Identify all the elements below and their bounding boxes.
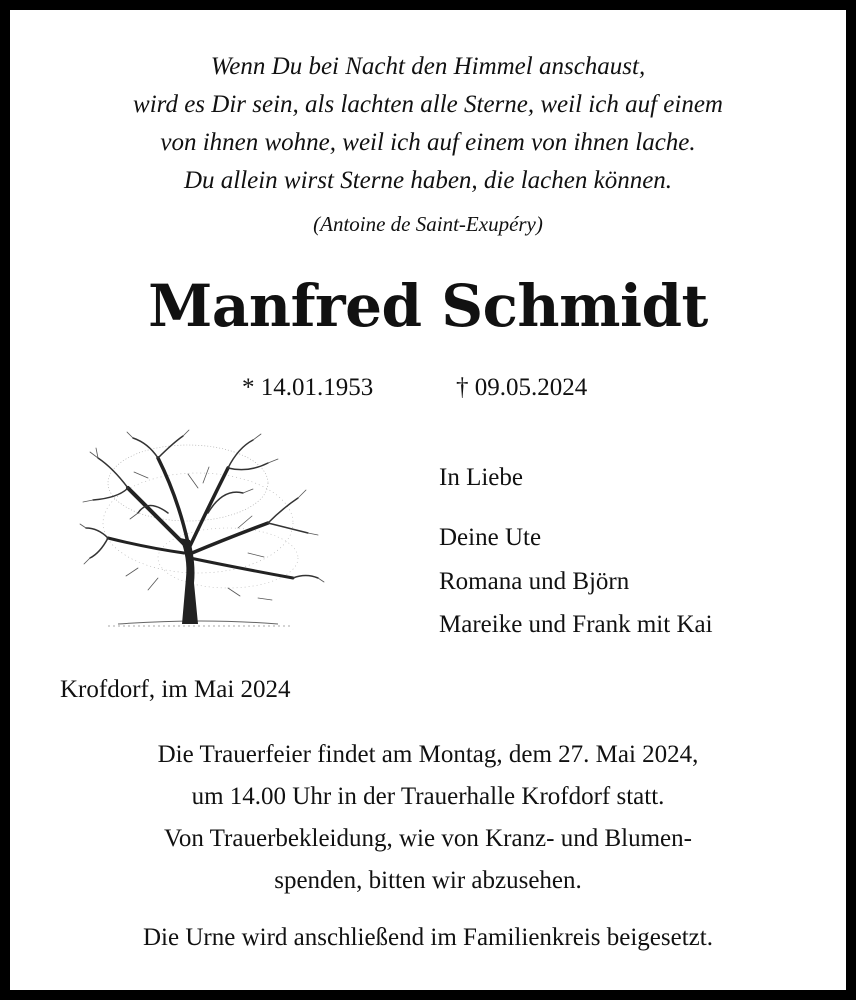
deceased-name: Manfred Schmidt [148,272,708,340]
family-intro: In Liebe [439,464,523,491]
family-member: Mareike und Frank mit Kai [439,611,713,638]
birth-date: * 14.01.1953 [242,374,374,401]
urn-notice: Die Urne wird anschließend im Familienkreis beigesetzt. [143,924,713,951]
quote-author: (Antoine de Saint-Exupéry) [313,212,543,236]
tree-icon [78,428,328,633]
ceremony-line: um 14.00 Uhr in der Trauerhalle Krofdorf statt. [191,783,665,810]
poem-quote [0,48,856,200]
ceremony-line: Von Trauerbekleidung, wie von Kranz- und Blumen- [164,825,692,852]
ceremony-info [0,734,856,902]
ceremony-line: spenden, bitten wir abzusehen. [274,867,582,894]
place-date: Krofdorf, im Mai 2024 [60,676,291,703]
quote-line: Du allein wirst Sterne haben, die lachen können. [183,167,673,194]
death-date: † 09.05.2024 [456,374,588,401]
quote-line: wird es Dir sein, als lachten alle Sterne, weil ich auf einem [133,91,723,118]
family-member: Deine Ute [439,524,542,551]
quote-line: von ihnen wohne, weil ich auf einem von ihnen lache. [160,129,696,156]
ceremony-line: Die Trauerfeier findet am Montag, dem 27. Mai 2024, [157,741,699,768]
family-member: Romana und Björn [439,568,630,595]
quote-line: Wenn Du bei Nacht den Himmel anschaust, [210,53,646,80]
